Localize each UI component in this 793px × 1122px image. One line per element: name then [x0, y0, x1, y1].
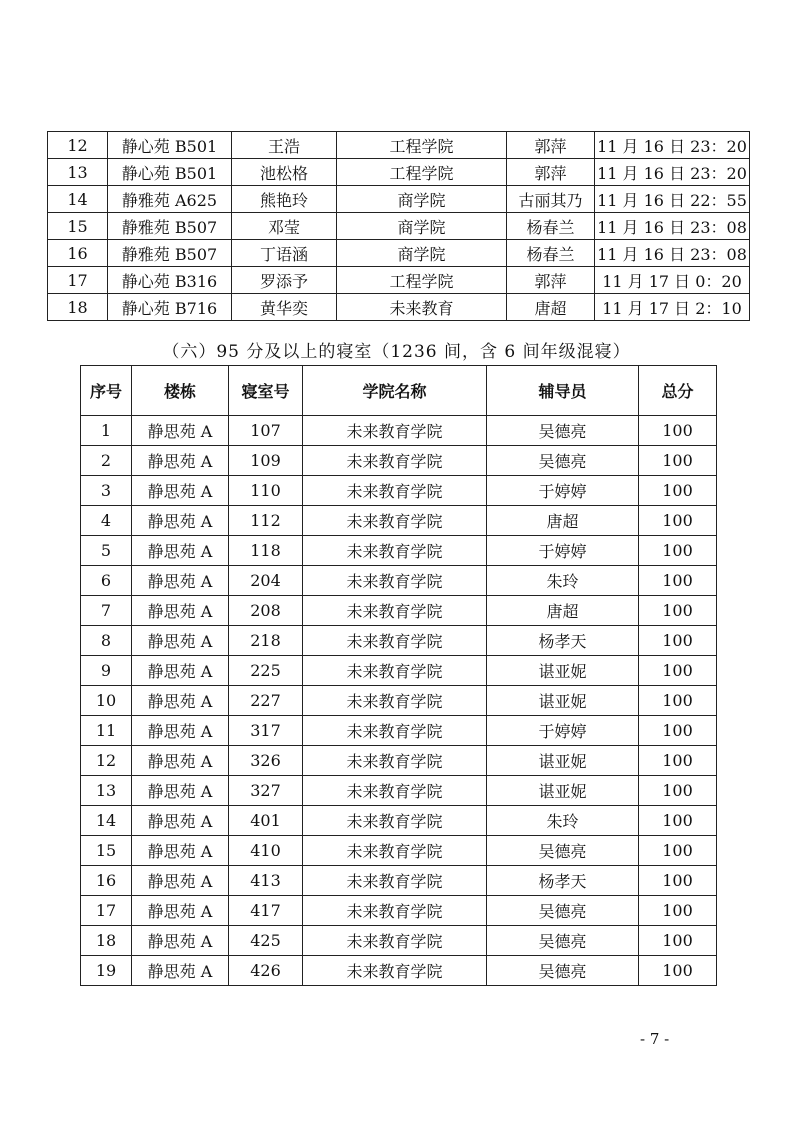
table-cell: 静思苑 A: [132, 716, 229, 746]
table-row: [81, 806, 717, 836]
table-cell: 未来教育学院: [303, 746, 487, 776]
table-row: [81, 716, 717, 746]
table-cell: 静思苑 A: [132, 536, 229, 566]
table-cell: 静思苑 A: [132, 896, 229, 926]
table-cell: 14: [81, 806, 132, 836]
column-header-score: 总分: [639, 366, 717, 416]
table-cell: 8: [81, 626, 132, 656]
table-cell: 2: [81, 446, 132, 476]
table-cell: 吴德亮: [487, 896, 639, 926]
table-cell: 静心苑 B716: [108, 294, 232, 321]
table-cell: 商学院: [337, 240, 507, 267]
table-row: [81, 836, 717, 866]
table-cell: 100: [639, 506, 717, 536]
table-cell: 工程学院: [337, 159, 507, 186]
table-cell: 9: [81, 656, 132, 686]
table-cell: 417: [229, 896, 303, 926]
column-header-college: 学院名称: [303, 366, 487, 416]
table-cell: 426: [229, 956, 303, 986]
table-cell: 杨孝天: [487, 626, 639, 656]
table-cell: 118: [229, 536, 303, 566]
table-cell: 100: [639, 806, 717, 836]
table-cell: 杨春兰: [507, 213, 595, 240]
table-cell: 18: [81, 926, 132, 956]
table-cell: 朱玲: [487, 566, 639, 596]
table-cell: 100: [639, 566, 717, 596]
table-cell: 未来教育学院: [303, 956, 487, 986]
table-cell: 古丽其乃: [507, 186, 595, 213]
table-cell: 吴德亮: [487, 446, 639, 476]
table-row: [81, 746, 717, 776]
table-cell: 未来教育学院: [303, 926, 487, 956]
table-cell: 谌亚妮: [487, 686, 639, 716]
table-row: [81, 866, 717, 896]
table-row: [81, 536, 717, 566]
table-cell: 工程学院: [337, 267, 507, 294]
table-cell: 107: [229, 416, 303, 446]
table-cell: 静思苑 A: [132, 446, 229, 476]
table-cell: 静思苑 A: [132, 416, 229, 446]
table-cell: 5: [81, 536, 132, 566]
table-cell: 唐超: [487, 596, 639, 626]
table-cell: 静思苑 A: [132, 476, 229, 506]
table-cell: 静思苑 A: [132, 866, 229, 896]
table-cell: 100: [639, 776, 717, 806]
table-row: [81, 566, 717, 596]
table-row: [81, 686, 717, 716]
table-row: [81, 956, 717, 986]
table-cell: 225: [229, 656, 303, 686]
table-cell: 黄华奕: [232, 294, 337, 321]
table-cell: 静思苑 A: [132, 836, 229, 866]
table-cell: 静心苑 B501: [108, 159, 232, 186]
table-cell: 邓莹: [232, 213, 337, 240]
table-cell: 15: [81, 836, 132, 866]
table-row: [48, 186, 750, 213]
table-cell: 14: [48, 186, 108, 213]
table-cell: 100: [639, 716, 717, 746]
table-cell: 100: [639, 416, 717, 446]
table-cell: 朱玲: [487, 806, 639, 836]
table-cell: 13: [48, 159, 108, 186]
table-cell: 326: [229, 746, 303, 776]
table-cell: 12: [81, 746, 132, 776]
table-cell: 未来教育学院: [303, 806, 487, 836]
table-row: [48, 132, 750, 159]
table-cell: 100: [639, 746, 717, 776]
table-cell: 112: [229, 506, 303, 536]
table-cell: 商学院: [337, 186, 507, 213]
table-cell: 谌亚妮: [487, 776, 639, 806]
table-cell: 郭萍: [507, 267, 595, 294]
table-cell: 未来教育学院: [303, 896, 487, 926]
table-cell: 100: [639, 446, 717, 476]
table-cell: 静雅苑 B507: [108, 240, 232, 267]
table-cell: 静思苑 A: [132, 956, 229, 986]
table-cell: 100: [639, 476, 717, 506]
table-cell: 杨春兰: [507, 240, 595, 267]
table-row: [48, 213, 750, 240]
table-cell: 19: [81, 956, 132, 986]
table-cell: 未来教育学院: [303, 566, 487, 596]
table-row: [48, 159, 750, 186]
table-row: [81, 476, 717, 506]
column-header-building: 楼栋: [132, 366, 229, 416]
table-cell: 杨孝天: [487, 866, 639, 896]
table-cell: 11 月 16 日 23：08: [595, 240, 750, 267]
table-cell: 静心苑 B501: [108, 132, 232, 159]
table-row: [81, 656, 717, 686]
table-cell: 100: [639, 956, 717, 986]
table-cell: 静思苑 A: [132, 566, 229, 596]
table-cell: 11: [81, 716, 132, 746]
table-cell: 12: [48, 132, 108, 159]
table-cell: 11 月 16 日 23：20: [595, 132, 750, 159]
table-cell: 4: [81, 506, 132, 536]
table-cell: 谌亚妮: [487, 746, 639, 776]
table-cell: 于婷婷: [487, 476, 639, 506]
table-cell: 410: [229, 836, 303, 866]
table-cell: 未来教育学院: [303, 686, 487, 716]
table-cell: 208: [229, 596, 303, 626]
table-cell: 静思苑 A: [132, 626, 229, 656]
table-cell: 未来教育学院: [303, 596, 487, 626]
table-cell: 100: [639, 896, 717, 926]
table-cell: 16: [81, 866, 132, 896]
table-row: [48, 240, 750, 267]
table-cell: 未来教育学院: [303, 866, 487, 896]
table-cell: 1: [81, 416, 132, 446]
table-cell: 100: [639, 536, 717, 566]
column-header-counselor: 辅导员: [487, 366, 639, 416]
table-cell: 11 月 16 日 23：20: [595, 159, 750, 186]
table-cell: 静思苑 A: [132, 776, 229, 806]
table-cell: 谌亚妮: [487, 656, 639, 686]
table-cell: 317: [229, 716, 303, 746]
table-cell: 18: [48, 294, 108, 321]
table-cell: 吴德亮: [487, 926, 639, 956]
table-cell: 未来教育: [337, 294, 507, 321]
table-row: [81, 446, 717, 476]
table-cell: 吴德亮: [487, 956, 639, 986]
table-cell: 109: [229, 446, 303, 476]
table-cell: 静思苑 A: [132, 746, 229, 776]
table-cell: 327: [229, 776, 303, 806]
column-header-index: 序号: [81, 366, 132, 416]
column-header-room: 寝室号: [229, 366, 303, 416]
table-cell: 16: [48, 240, 108, 267]
table-cell: 郭萍: [507, 132, 595, 159]
table-cell: 于婷婷: [487, 716, 639, 746]
table-cell: 17: [48, 267, 108, 294]
table-cell: 100: [639, 926, 717, 956]
table-cell: 425: [229, 926, 303, 956]
table-cell: 3: [81, 476, 132, 506]
table-cell: 静雅苑 A625: [108, 186, 232, 213]
table-row: [81, 776, 717, 806]
table-cell: 静心苑 B316: [108, 267, 232, 294]
table-row: [81, 926, 717, 956]
table-cell: 100: [639, 596, 717, 626]
table-cell: 7: [81, 596, 132, 626]
table-cell: 未来教育学院: [303, 656, 487, 686]
table-cell: 100: [639, 686, 717, 716]
table-cell: 401: [229, 806, 303, 836]
page-number: - 7 -: [640, 1030, 670, 1048]
table-cell: 未来教育学院: [303, 626, 487, 656]
dorm-score-table: [80, 365, 717, 986]
table-cell: 100: [639, 836, 717, 866]
late-return-table-body: [48, 132, 750, 321]
table-cell: 17: [81, 896, 132, 926]
table-cell: 静思苑 A: [132, 926, 229, 956]
table-cell: 未来教育学院: [303, 476, 487, 506]
table-cell: 11 月 17 日 0：20: [595, 267, 750, 294]
table-cell: 110: [229, 476, 303, 506]
table-cell: 池松格: [232, 159, 337, 186]
table-cell: 100: [639, 866, 717, 896]
table-cell: 204: [229, 566, 303, 596]
table-cell: 15: [48, 213, 108, 240]
table-cell: 于婷婷: [487, 536, 639, 566]
table-cell: 静思苑 A: [132, 686, 229, 716]
table-cell: 工程学院: [337, 132, 507, 159]
table-cell: 未来教育学院: [303, 416, 487, 446]
table-cell: 11 月 17 日 2：10: [595, 294, 750, 321]
table-cell: 静雅苑 B507: [108, 213, 232, 240]
table-cell: 未来教育学院: [303, 446, 487, 476]
table-cell: 吴德亮: [487, 416, 639, 446]
table-cell: 13: [81, 776, 132, 806]
table-header-row: [81, 366, 717, 416]
table-cell: 227: [229, 686, 303, 716]
table-cell: 静思苑 A: [132, 656, 229, 686]
table-cell: 未来教育学院: [303, 716, 487, 746]
late-return-table: [47, 131, 750, 321]
table-cell: 11 月 16 日 22：55: [595, 186, 750, 213]
table-cell: 6: [81, 566, 132, 596]
table-row: [81, 596, 717, 626]
table-cell: 吴德亮: [487, 836, 639, 866]
table-cell: 熊艳玲: [232, 186, 337, 213]
table-cell: 100: [639, 656, 717, 686]
dorm-score-table-body: [81, 416, 717, 986]
table-cell: 郭萍: [507, 159, 595, 186]
table-cell: 唐超: [507, 294, 595, 321]
table-row: [81, 626, 717, 656]
table-cell: 罗添予: [232, 267, 337, 294]
table-cell: 413: [229, 866, 303, 896]
table-cell: 丁语涵: [232, 240, 337, 267]
table-cell: 王浩: [232, 132, 337, 159]
table-row: [48, 294, 750, 321]
table-row: [48, 267, 750, 294]
section-title: （六）95 分及以上的寝室（1236 间，含 6 间年级混寝）: [162, 342, 631, 362]
table-cell: 静思苑 A: [132, 806, 229, 836]
table-cell: 未来教育学院: [303, 836, 487, 866]
table-cell: 静思苑 A: [132, 506, 229, 536]
table-cell: 10: [81, 686, 132, 716]
table-row: [81, 416, 717, 446]
table-cell: 商学院: [337, 213, 507, 240]
table-row: [81, 896, 717, 926]
table-cell: 218: [229, 626, 303, 656]
table-cell: 100: [639, 626, 717, 656]
table-cell: 唐超: [487, 506, 639, 536]
table-cell: 未来教育学院: [303, 536, 487, 566]
table-cell: 未来教育学院: [303, 776, 487, 806]
table-cell: 未来教育学院: [303, 506, 487, 536]
table-cell: 静思苑 A: [132, 596, 229, 626]
table-cell: 11 月 16 日 23：08: [595, 213, 750, 240]
table-row: [81, 506, 717, 536]
